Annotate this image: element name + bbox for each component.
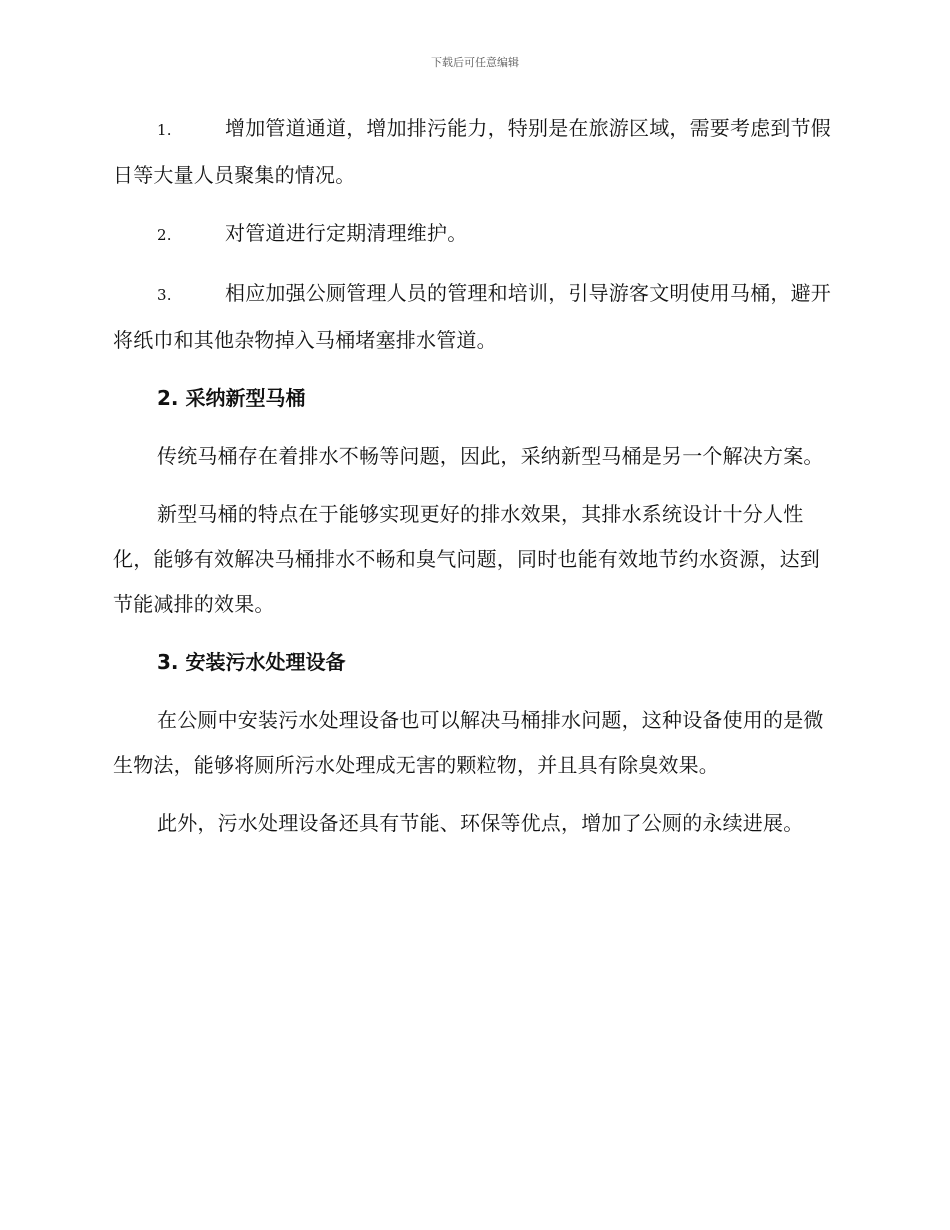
document-body: [113, 106, 838, 859]
list-item: [113, 211, 838, 258]
page-header: 下载后可任意编辑: [431, 56, 519, 69]
list-item: [113, 106, 838, 198]
list-text: 对管道进行定期清理维护。: [225, 221, 468, 245]
list-text: 相应加强公厕管理人员的管理和培训，引导游客文明使用马桶，避开将纸巾和其他杂物掉入马桶堵塞排水管道。: [113, 281, 831, 352]
list-number: 1.: [157, 121, 172, 139]
paragraph: 在公厕中安装污水处理设备也可以解决马桶排水问题，这种设备使用的是微生物法，能够将厕所污水处理成无害的颗粒物，并且具有除臭效果。: [113, 708, 824, 777]
paragraph: 传统马桶存在着排水不畅等问题，因此，采纳新型马桶是另一个解决方案。: [157, 444, 824, 468]
list-item: [113, 271, 838, 363]
list-text: 增加管道通道，增加排污能力，特别是在旅游区域，需要考虑到节假日等大量人员聚集的情况。: [113, 116, 831, 187]
section-heading: 2. 采纳新型马桶: [157, 386, 306, 410]
list-number: 2.: [157, 226, 172, 244]
paragraph: 新型马桶的特点在于能够实现更好的排水效果，其排水系统设计十分人性化，能够有效解决马桶排水不畅和臭气问题，同时也能有效地节约水资源，达到节能减排的效果。: [113, 502, 820, 616]
section-heading: 3. 安装污水处理设备: [157, 650, 346, 674]
list-number: 3.: [157, 286, 172, 304]
paragraph: 此外，污水处理设备还具有节能、环保等优点，增加了公厕的永续进展。: [157, 811, 804, 835]
